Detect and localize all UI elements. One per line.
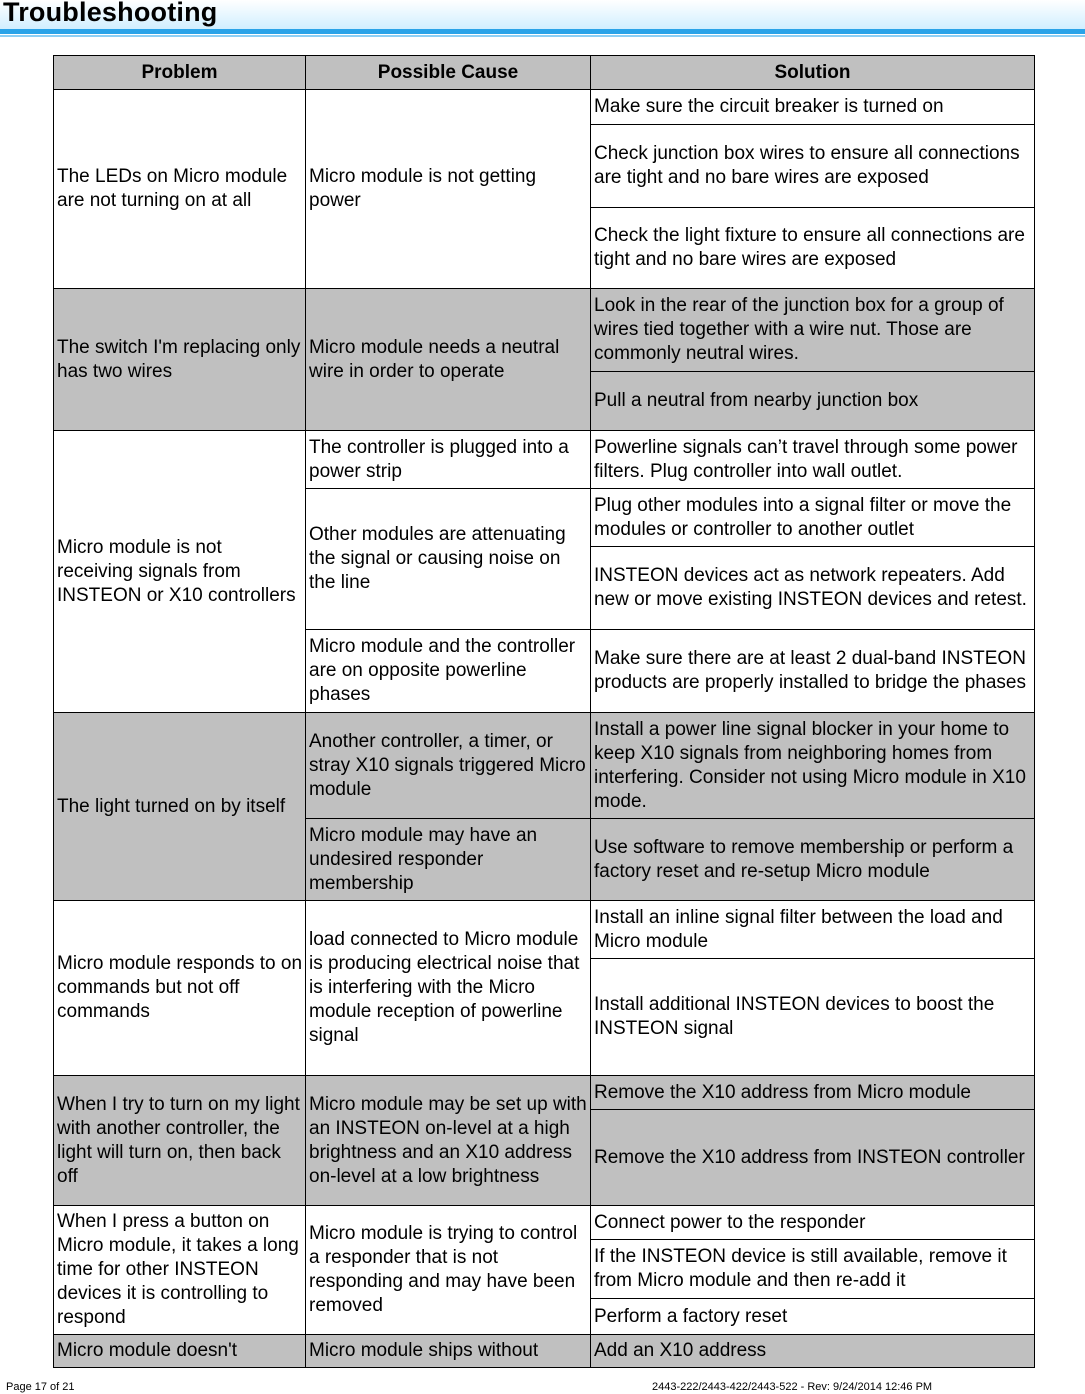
table-row bbox=[54, 431, 1035, 489]
cause-cell: The controller is plugged into a power strip bbox=[306, 431, 591, 489]
table-row bbox=[54, 1335, 1035, 1368]
solution-cell: Powerline signals can’t travel through some power filters. Plug controller into wall outlet. bbox=[591, 431, 1035, 489]
header-problem: Problem bbox=[54, 56, 306, 90]
solution-cell: Plug other modules into a signal filter or move the modules or controller to another outlet bbox=[591, 489, 1035, 547]
troubleshooting-table bbox=[53, 55, 1035, 1368]
problem-cell: Micro module doesn't bbox=[54, 1335, 306, 1368]
solution-cell: Make sure the circuit breaker is turned on bbox=[591, 90, 1035, 125]
section-header bbox=[0, 0, 1085, 30]
cause-cell: load connected to Micro module is producing electrical noise that is interfering with the Micro module reception of powerline signal bbox=[306, 901, 591, 1076]
solution-cell: Check the light fixture to ensure all connections are tight and no bare wires are exposed bbox=[591, 208, 1035, 289]
page-number: Page 17 of 21 bbox=[6, 1381, 75, 1393]
solution-cell: Add an X10 address bbox=[591, 1335, 1035, 1368]
table-row bbox=[54, 289, 1035, 372]
solution-cell: Use software to remove membership or perform a factory reset and re-setup Micro module bbox=[591, 819, 1035, 901]
cause-cell: Another controller, a timer, or stray X10 signals triggered Micro module bbox=[306, 713, 591, 819]
solution-cell: If the INSTEON device is still available, remove it from Micro module and then re-add it bbox=[591, 1240, 1035, 1299]
table-row bbox=[54, 1206, 1035, 1240]
table-row bbox=[54, 90, 1035, 125]
solution-cell: Install a power line signal blocker in your home to keep X10 signals from neighboring homes from interfering. Consider not using Micro module in X10 mode. bbox=[591, 713, 1035, 819]
cause-cell: Micro module ships without bbox=[306, 1335, 591, 1368]
solution-cell: Make sure there are at least 2 dual-band INSTEON products are properly installed to bridge the phases bbox=[591, 630, 1035, 713]
solution-cell: Pull a neutral from nearby junction box bbox=[591, 372, 1035, 431]
cause-cell: Micro module may be set up with an INSTEON on-level at a high brightness and an X10 address on-level at a low brightness bbox=[306, 1076, 591, 1206]
problem-cell: Micro module is not receiving signals from INSTEON or X10 controllers bbox=[54, 431, 306, 713]
table-row bbox=[54, 713, 1035, 819]
cause-cell: Micro module may have an undesired responder membership bbox=[306, 819, 591, 901]
solution-cell: Check junction box wires to ensure all connections are tight and no bare wires are exposed bbox=[591, 125, 1035, 208]
header-solution: Solution bbox=[591, 56, 1035, 90]
header-possible-cause: Possible Cause bbox=[306, 56, 591, 90]
problem-cell: When I press a button on Micro module, it takes a long time for other INSTEON devices it is controlling to respond bbox=[54, 1206, 306, 1335]
problem-cell: The LEDs on Micro module are not turning on at all bbox=[54, 90, 306, 289]
table-header-row bbox=[54, 56, 1035, 90]
solution-cell: INSTEON devices act as network repeaters. Add new or move existing INSTEON devices and retest. bbox=[591, 547, 1035, 630]
page-title: Troubleshooting bbox=[3, 0, 218, 27]
solution-cell: Install an inline signal filter between the load and Micro module bbox=[591, 901, 1035, 959]
problem-cell: The light turned on by itself bbox=[54, 713, 306, 901]
solution-cell: Perform a factory reset bbox=[591, 1299, 1035, 1335]
problem-cell: Micro module responds to on commands but not off commands bbox=[54, 901, 306, 1076]
solution-cell: Install additional INSTEON devices to boost the INSTEON signal bbox=[591, 959, 1035, 1076]
header-rule bbox=[0, 29, 1085, 34]
header-rule-light bbox=[0, 35, 1085, 37]
table-row bbox=[54, 901, 1035, 959]
solution-cell: Connect power to the responder bbox=[591, 1206, 1035, 1240]
table-row bbox=[54, 1076, 1035, 1110]
cause-cell: Micro module and the controller are on opposite powerline phases bbox=[306, 630, 591, 713]
solution-cell: Remove the X10 address from INSTEON controller bbox=[591, 1110, 1035, 1206]
solution-cell: Look in the rear of the junction box for a group of wires tied together with a wire nut. Those are commonly neutral wires. bbox=[591, 289, 1035, 372]
problem-cell: The switch I'm replacing only has two wires bbox=[54, 289, 306, 431]
problem-cell: When I try to turn on my light with another controller, the light will turn on, then back off bbox=[54, 1076, 306, 1206]
document-revision: 2443-222/2443-422/2443-522 - Rev: 9/24/2014 12:46 PM bbox=[652, 1381, 933, 1393]
cause-cell: Micro module needs a neutral wire in order to operate bbox=[306, 289, 591, 431]
solution-cell: Remove the X10 address from Micro module bbox=[591, 1076, 1035, 1110]
cause-cell: Other modules are attenuating the signal or causing noise on the line bbox=[306, 489, 591, 630]
cause-cell: Micro module is not getting power bbox=[306, 90, 591, 289]
cause-cell: Micro module is trying to control a responder that is not responding and may have been removed bbox=[306, 1206, 591, 1335]
